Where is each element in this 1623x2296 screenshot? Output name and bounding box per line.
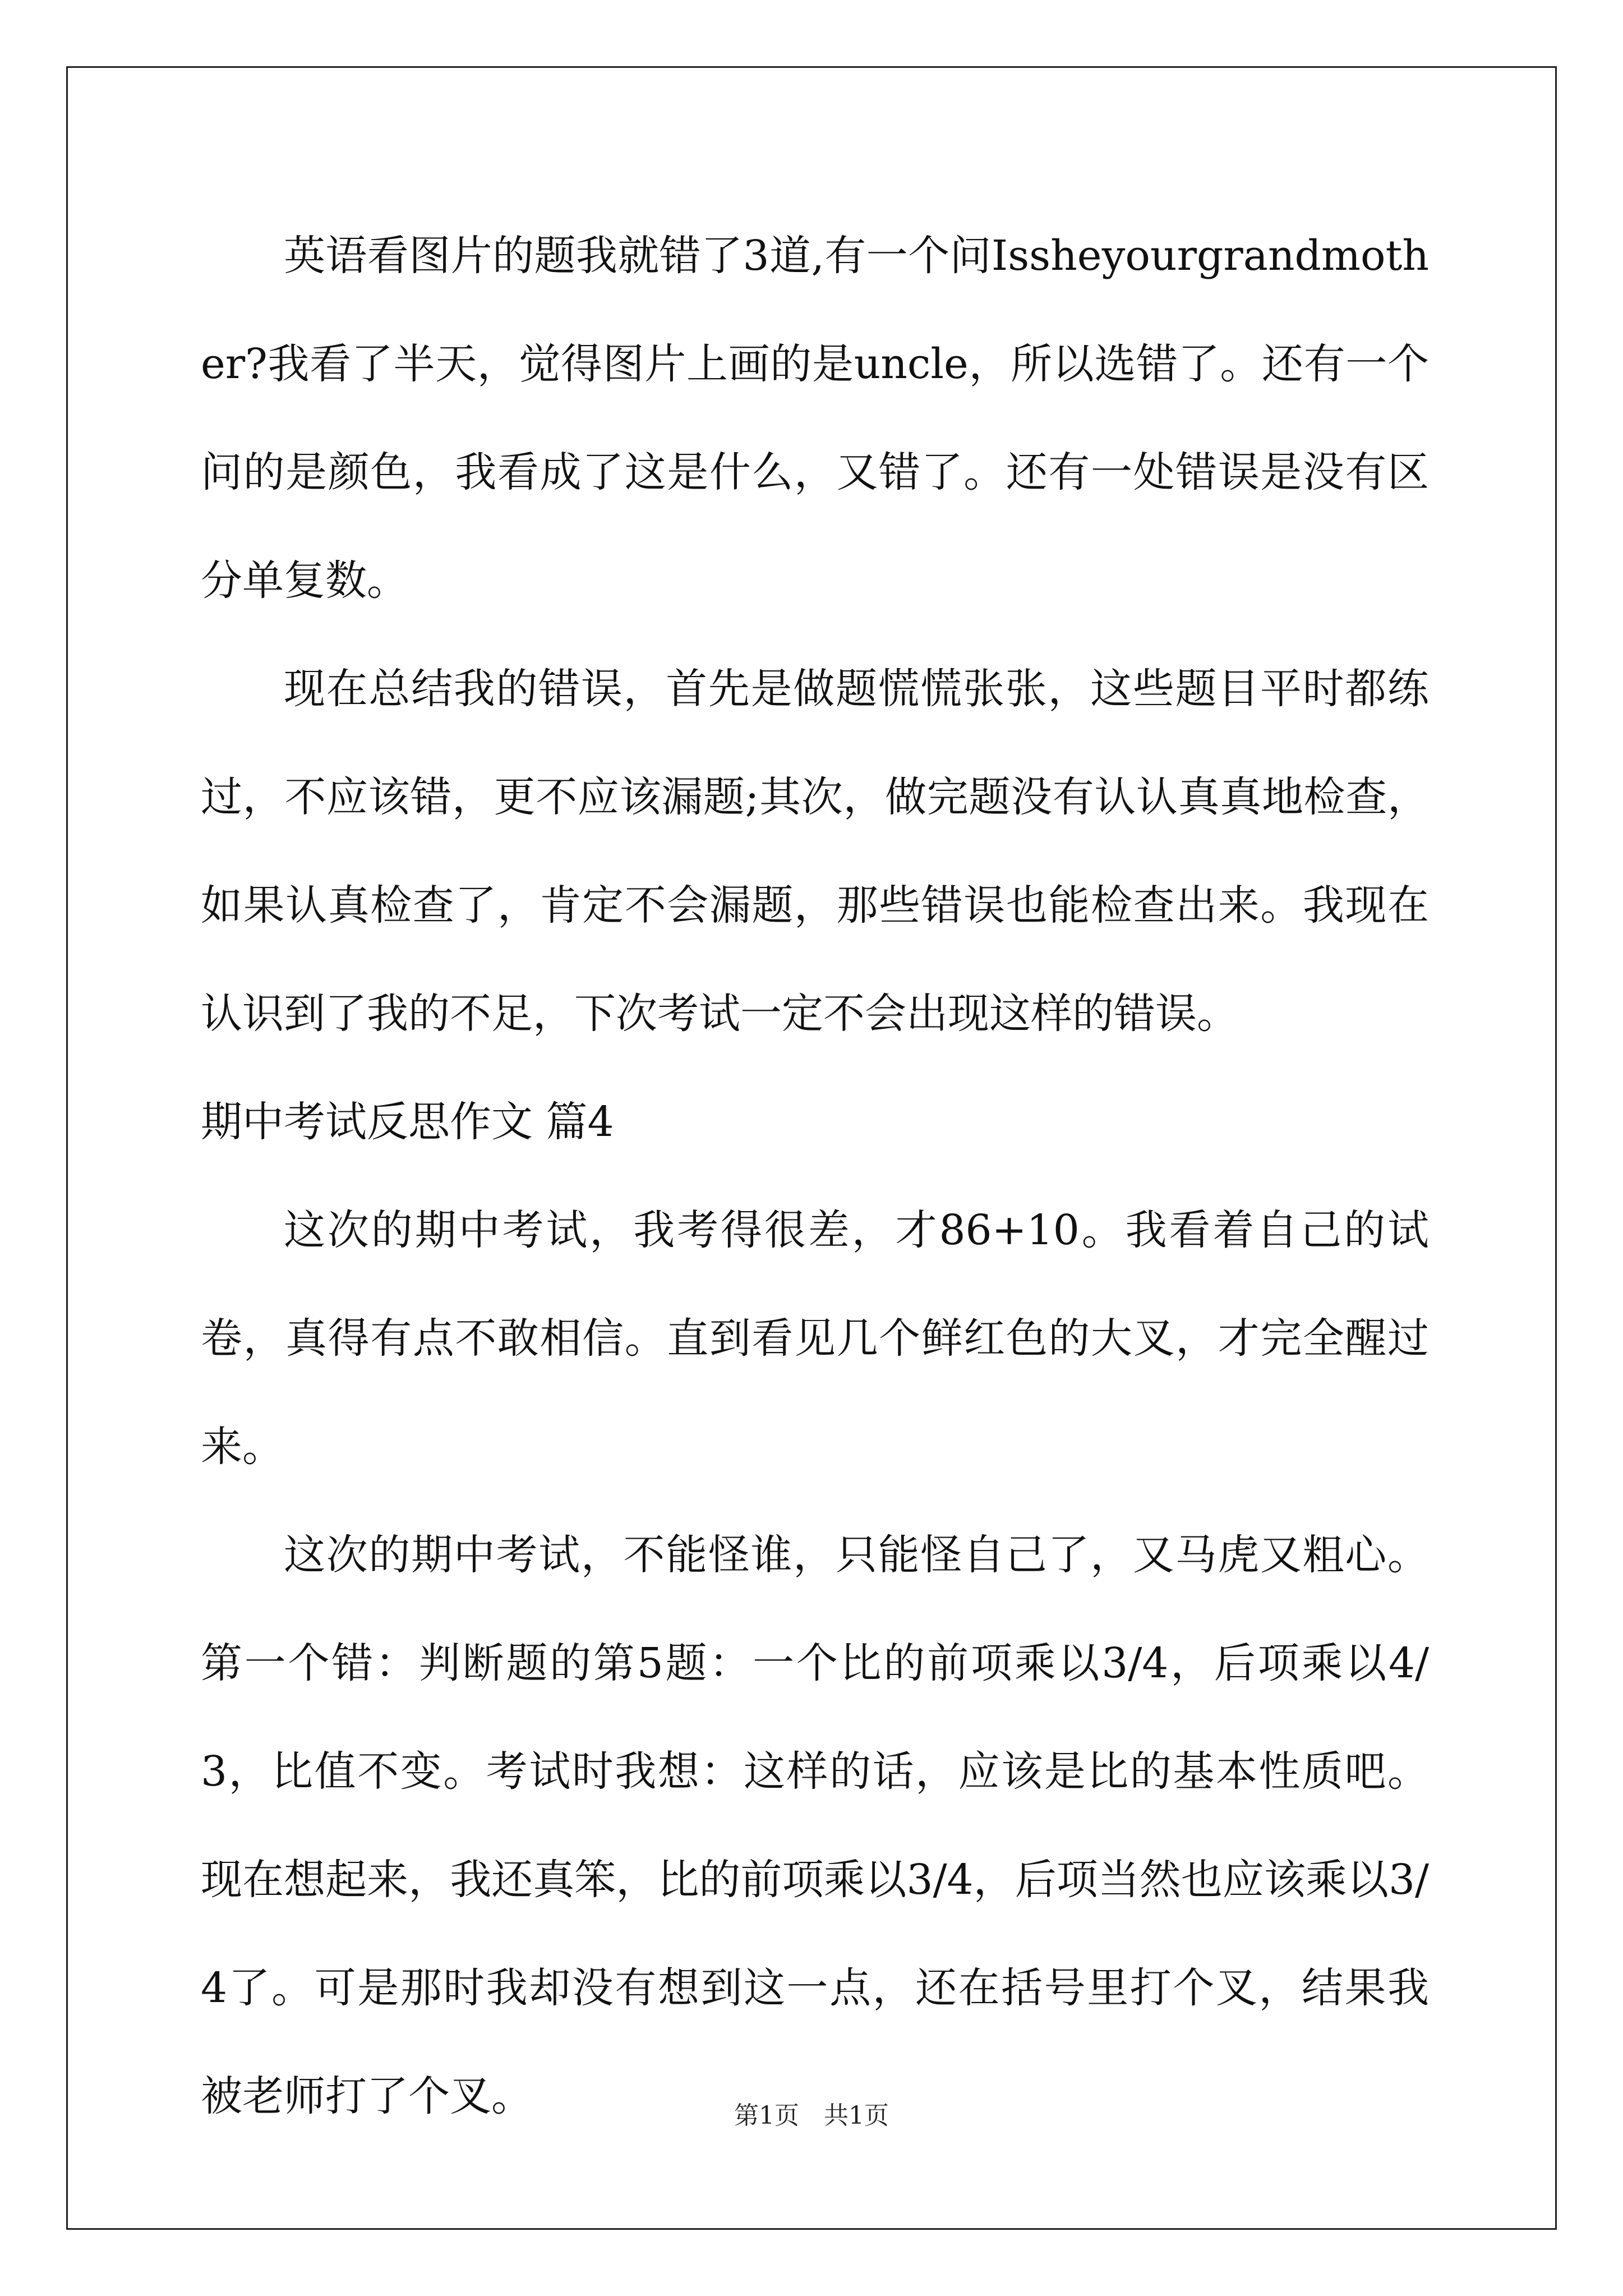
paragraph-english-mistakes: 英语看图片的题我就错了3道,有一个问Issheyourgrandmother?我看了半天，觉得图片上画的是uncle，所以选错了。还有一个问的是颜色，我看成了这是什么，又错了。还有一处错误是没有区分单复数。 [201, 232, 1429, 605]
section-heading: 期中考试反思作文 篇4 [201, 1098, 614, 1146]
document-body [201, 202, 1429, 2151]
paragraph-summary-mistakes: 现在总结我的错误，首先是做题慌慌张张，这些题目平时都练过，不应该错，更不应该漏题;其次，做完题没有认认真真地检查，如果认真检查了，肯定不会漏题，那些错误也能检查出来。我现在认识到了我的不足，下次考试一定不会出现这样的错误。 [201, 665, 1429, 1038]
paragraph-ratio-mistake: 这次的期中考试，不能怪谁，只能怪自己了，又马虎又粗心。第一个错：判断题的第5题：一个比的前项乘以3/4，后项乘以4/3，比值不变。考试时我想：这样的话，应该是比的基本性质吧。现在想起来，我还真笨，比的前项乘以3/4，后项当然也应该乘以3/4了。可是那时我却没有想到这一点，还在括号里打个叉，结果我被老师打了个叉。 [201, 1531, 1429, 2120]
page-footer: 第1页 共1页 [734, 2101, 889, 2130]
paragraph-exam-score: 这次的期中考试，我考得很差，才86+10。我看着自己的试卷，真得有点不敢相信。直到看见几个鲜红色的大叉，才完全醒过来。 [201, 1206, 1429, 1471]
